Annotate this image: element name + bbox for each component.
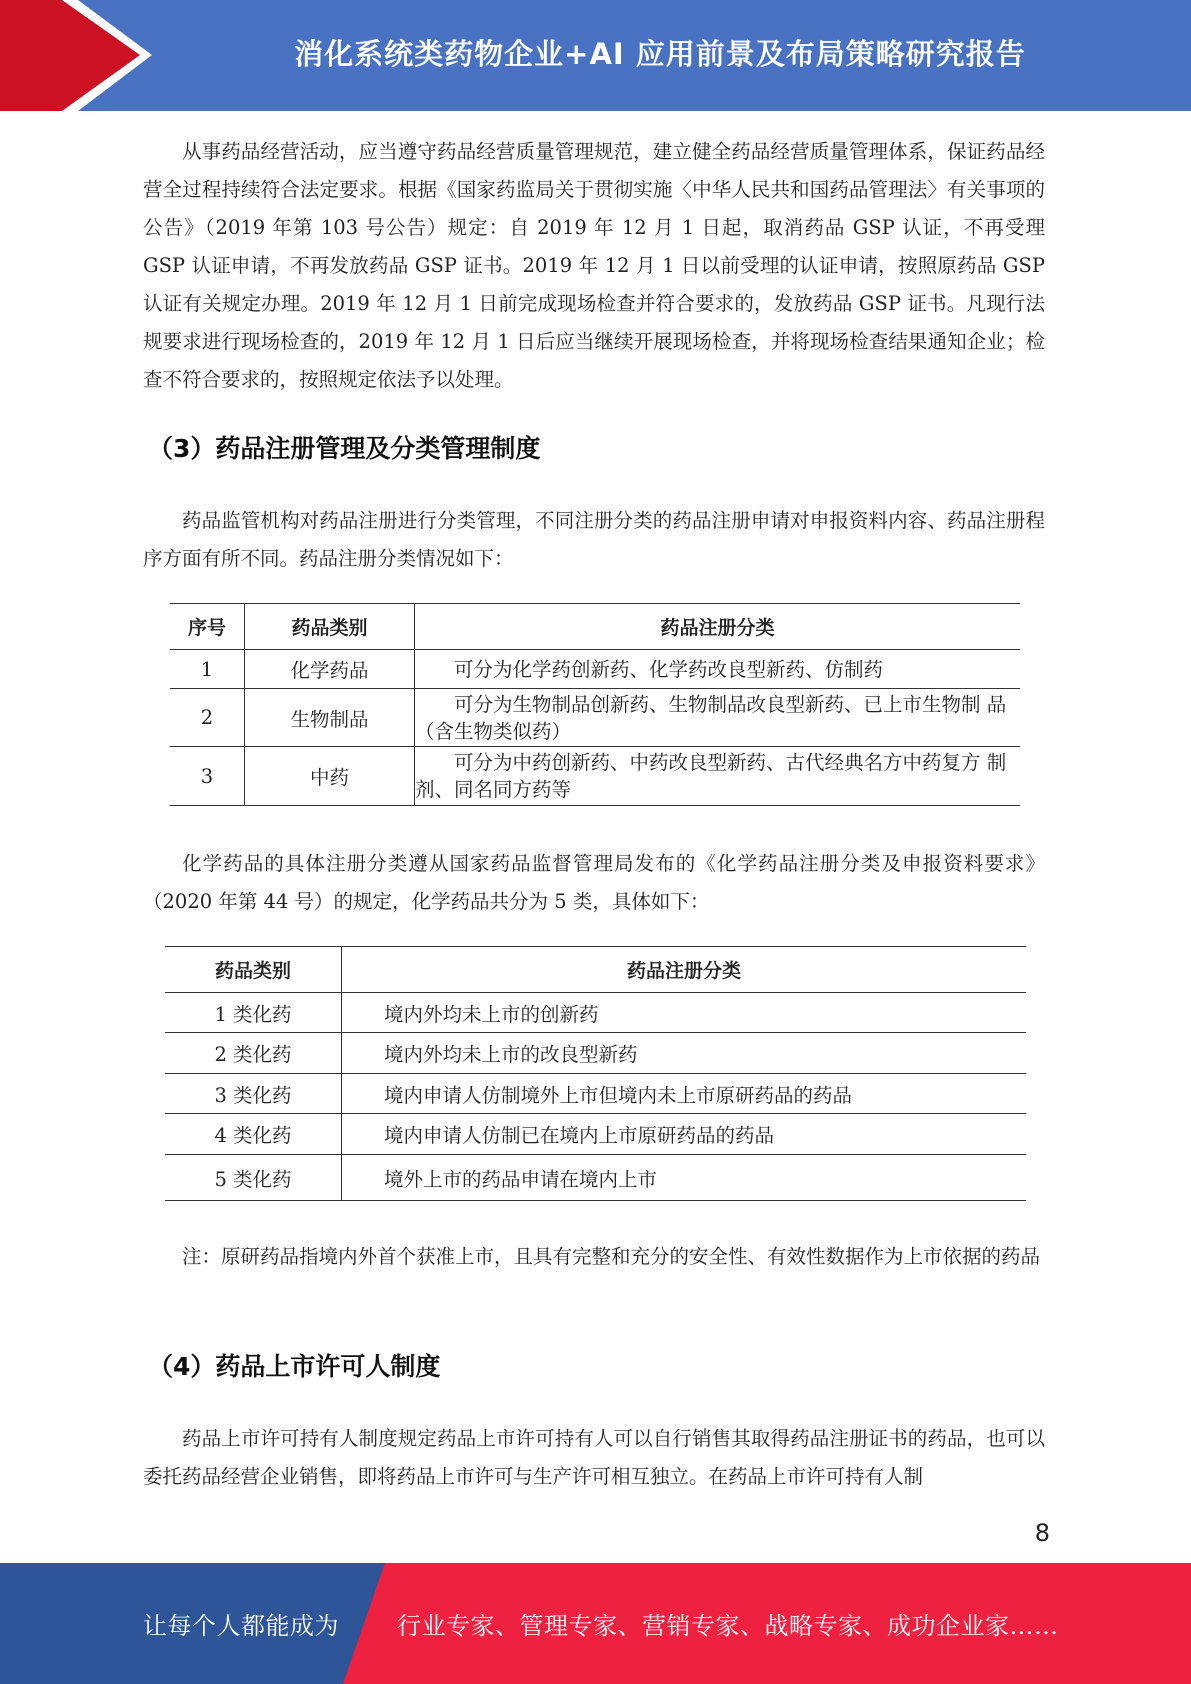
table-row xyxy=(170,747,1020,806)
row-number: 1 xyxy=(170,650,245,689)
section-heading-registration: （3）药品注册管理及分类管理制度 xyxy=(148,434,541,463)
row-classification: 境内外均未上市的改良型新药 xyxy=(342,1033,1027,1074)
row-category: 2 类化药 xyxy=(165,1033,342,1074)
chemical-class-table xyxy=(165,946,1026,1201)
table-row xyxy=(170,689,1020,747)
col-header-category: 药品类别 xyxy=(165,947,342,993)
row-category: 中药 xyxy=(245,747,415,806)
row-classification: 可分为中药创新药、中药改良型新药、古代经典名方中药复方 制剂、同名同方药等 xyxy=(415,747,1021,806)
table-row xyxy=(165,1114,1026,1155)
row-category: 生物制品 xyxy=(245,689,415,747)
paragraph-chemical-intro: 化学药品的具体注册分类遵从国家药品监督管理局发布的《化学药品注册分类及申报资料要求》（2020 年第 44 号）的规定，化学药品共分为 5 类，具体如下： xyxy=(143,852,1045,913)
row-category: 3 类化药 xyxy=(165,1074,342,1114)
row-classification: 境内外均未上市的创新药 xyxy=(342,993,1027,1033)
row-category: 1 类化药 xyxy=(165,993,342,1033)
col-header-classification: 药品注册分类 xyxy=(342,947,1027,993)
row-category: 化学药品 xyxy=(245,650,415,689)
page-footer xyxy=(0,1563,1191,1684)
section-heading-mah: （4）药品上市许可人制度 xyxy=(148,1352,441,1381)
row-number: 3 xyxy=(170,747,245,806)
row-classification: 可分为生物制品创新药、生物制品改良型新药、已上市生物制 品（含生物类似药） xyxy=(415,689,1021,747)
row-classification: 境外上市的药品申请在境内上市 xyxy=(342,1155,1027,1201)
page-header xyxy=(0,0,1191,111)
paragraph-mah: 药品上市许可持有人制度规定药品上市许可持有人可以自行销售其取得药品注册证书的药品，也可以委托药品经营企业销售，即将药品上市许可与生产许可相互独立。在药品上市许可持有人制 xyxy=(143,1427,1045,1488)
row-classification: 可分为化学药创新药、化学药改良型新药、仿制药 xyxy=(415,650,1021,689)
footer-slogan-left: 让每个人都能成为 xyxy=(143,1612,339,1640)
table-row xyxy=(170,650,1020,689)
row-category: 5 类化药 xyxy=(165,1155,342,1201)
paragraph-gsp: 从事药品经营活动，应当遵守药品经营质量管理规范，建立健全药品经营质量管理体系，保证药品经营全过程持续符合法定要求。根据《国家药监局关于贯彻实施〈中华人民共和国药品管理法〉有关事项的公告》（2019 年第 103 号公告）规定：自 2019 年 12 月 1 日起，取消药品 GSP 认证，不再受理 GSP 认证申请，不再发放药品 GSP 证书。2019 年 12 月 1 日以前受理的认证申请，按照原药品 GSP 认证有关规定办理。2019 年 12 月 1 日前完成现场检查并符合要求的，发放药品 GSP 证书。凡现行法规要求进行现场检查的，2019 年 12 月 1 日后应当继续开展现场检查，并将现场检查结果通知企业；检查不符合要求的，按照规定依法予以处理。 xyxy=(143,140,1045,391)
paragraph-registration-intro: 药品监管机构对药品注册进行分类管理，不同注册分类的药品注册申请对申报资料内容、药品注册程序方面有所不同。药品注册分类情况如下： xyxy=(143,509,1045,570)
registration-category-table xyxy=(170,603,1020,806)
row-classification: 境内申请人仿制已在境内上市原研药品的药品 xyxy=(342,1114,1027,1155)
col-header-classification: 药品注册分类 xyxy=(415,604,1021,650)
footer-slogan-right: 行业专家、管理专家、营销专家、战略专家、成功企业家…… xyxy=(397,1612,1059,1640)
table-row xyxy=(165,1155,1026,1201)
table-row xyxy=(165,1074,1026,1114)
paragraph-note: 注：原研药品指境内外首个获准上市，且具有完整和充分的安全性、有效性数据作为上市依据的药品 xyxy=(182,1245,1041,1268)
row-classification: 境内申请人仿制境外上市但境内未上市原研药品的药品 xyxy=(342,1074,1027,1114)
row-category: 4 类化药 xyxy=(165,1114,342,1155)
report-title: 消化系统类药物企业+AI 应用前景及布局策略研究报告 xyxy=(294,36,1026,71)
table-row xyxy=(165,993,1026,1033)
table-header-row xyxy=(170,604,1020,650)
page-number: 8 xyxy=(1034,1519,1050,1547)
table-row xyxy=(165,1033,1026,1074)
col-header-number: 序号 xyxy=(170,604,245,650)
row-number: 2 xyxy=(170,689,245,747)
col-header-category: 药品类别 xyxy=(245,604,415,650)
table-header-row xyxy=(165,947,1026,993)
